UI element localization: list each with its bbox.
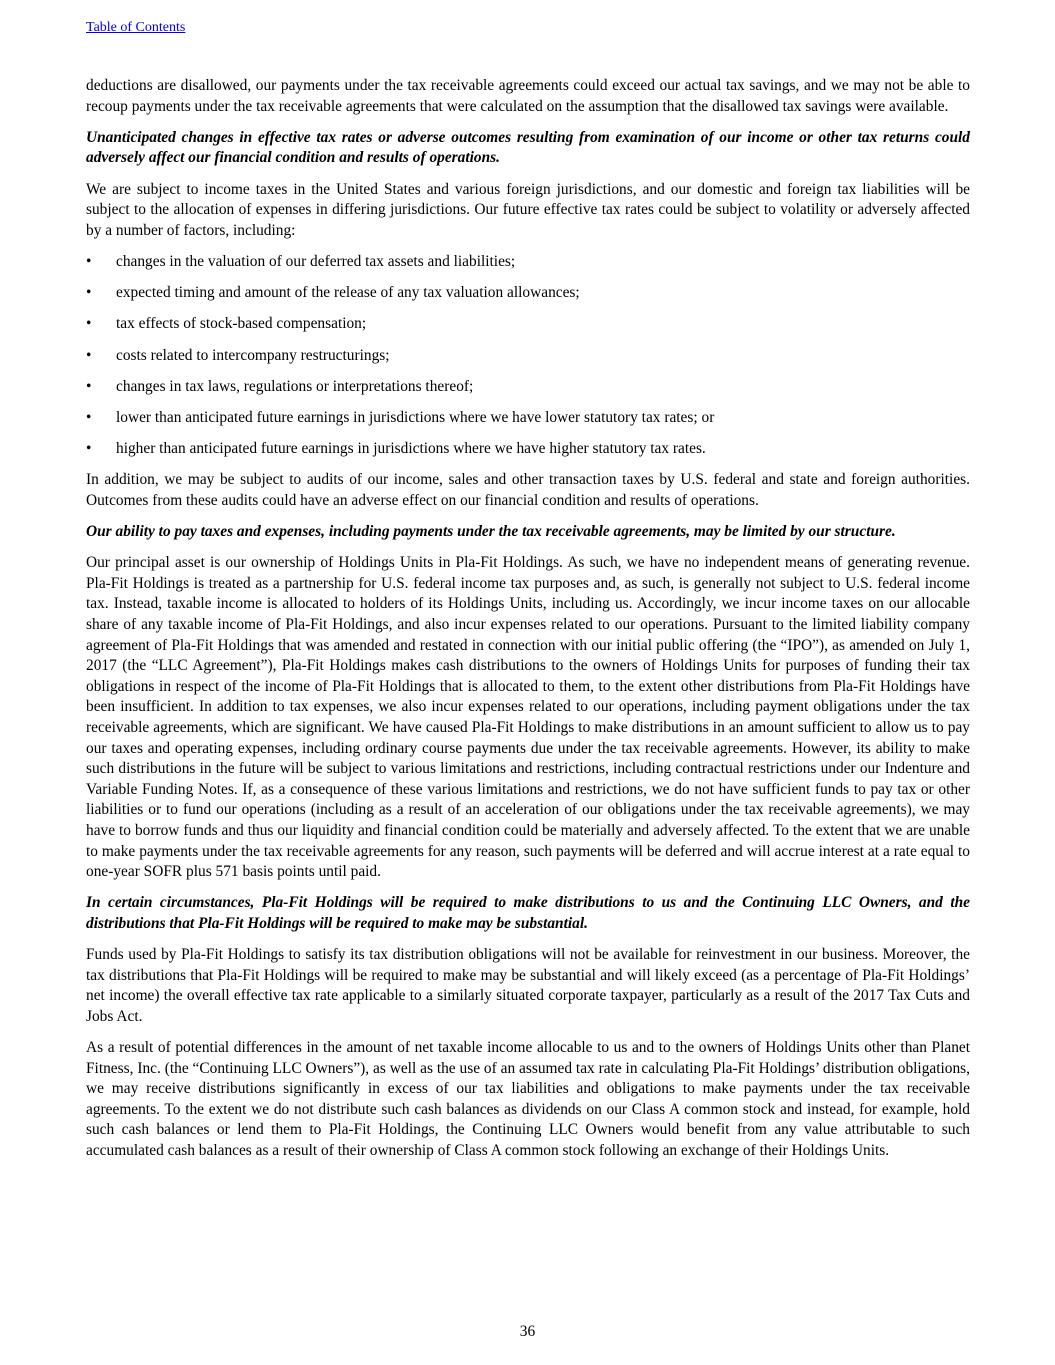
list-item <box>86 346 970 367</box>
list-item <box>86 439 970 460</box>
paragraph: deductions are disallowed, our payments under the tax receivable agreements could exceed our actual tax savings, and we may not be able to recoup payments under the tax receivable agreements that were calculated on the assumption that the disallowed tax savings were available. <box>86 77 970 115</box>
section-heading: Our ability to pay taxes and expenses, including payments under the tax receivable agreements, may be limited by our structure. <box>86 523 896 541</box>
document-body <box>86 76 970 1172</box>
page-number: 36 <box>519 1323 536 1340</box>
list-item <box>86 252 970 273</box>
list-item-text: tax effects of stock-based compensation; <box>116 315 367 333</box>
list-item-text: changes in tax laws, regulations or interpretations thereof; <box>116 377 474 395</box>
section-heading: Unanticipated changes in effective tax rates or adverse outcomes resulting from examination of our income or other tax returns could adversely affect our financial condition and results of operations. <box>86 128 970 167</box>
list-item <box>86 408 970 429</box>
bullet-icon: • <box>86 315 92 333</box>
list-item-text: changes in the valuation of our deferred tax assets and liabilities; <box>116 252 516 270</box>
factor-list <box>86 252 970 460</box>
paragraph: We are subject to income taxes in the United States and various foreign jurisdictions, and our domestic and foreign tax liabilities will be subject to the allocation of expenses in differing jurisdictions. Our future effective tax rates could be subject to volatility or adversely affected by a number of factors, including: <box>86 180 970 239</box>
section-heading: In certain circumstances, Pla-Fit Holdings will be required to make distributions to us and the Continuing LLC Owners, and the distributions that Pla-Fit Holdings will be required to make may be substantial. <box>86 894 970 932</box>
paragraph: In addition, we may be subject to audits of our income, sales and other transaction taxes by U.S. federal and state and foreign authorities. Outcomes from these audits could have an adverse effect on our financial condition and results of operations. <box>86 471 970 509</box>
bullet-icon: • <box>86 284 92 302</box>
paragraph: Funds used by Pla-Fit Holdings to satisfy its tax distribution obligations will not be available for reinvestment in our business. Moreover, the tax distributions that Pla-Fit Holdings will be required to make may be substantial and will likely exceed (as a percentage of Pla-Fit Holdings’ net income) the overall effective tax rate applicable to a similarly situated corporate taxpayer, particularly as a result of the 2017 Tax Cuts and Jobs Act. <box>86 946 970 1025</box>
paragraph: Our principal asset is our ownership of Holdings Units in Pla-Fit Holdings. As such, we have no independent means of generating revenue. Pla-Fit Holdings is treated as a partnership for U.S. federal income tax purposes and, as such, is generally not subject to U.S. federal income tax. Instead, taxable income is allocated to holders of its Holdings Units, including us. Accordingly, we incur income taxes on our allocable share of any taxable income of Pla-Fit Holdings, and also incur expenses related to our operations. Pursuant to the limited liability company agreement of Pla-Fit Holdings that was amended and restated in connection with our initial public offering (the “IPO”), as amended on July 1, 2017 (the “LLC Agreement”), Pla-Fit Holdings makes cash distributions to the owners of Holdings Units for purposes of funding their tax obligations in respect of the income of Pla-Fit Holdings that is allocated to them, to the extent other distributions from Pla-Fit Holdings have been insufficient. In addition to tax expenses, we also incur expenses related to our operations, including payment obligations under the tax receivable agreements, which are significant. We have caused Pla-Fit Holdings to make distributions in an amount sufficient to allow us to pay our taxes and operating expenses, including ordinary course payments due under the tax receivable agreements. However, its ability to make such distributions in the future will be subject to various limitations and restrictions, including contractual restrictions under our Indenture and Variable Funding Notes. If, as a consequence of these various limitations and restrictions, we do not have sufficient funds to pay tax or other liabilities or to fund our operations (including as a result of an acceleration of our obligations under the tax receivable agreements), we may have to borrow funds and thus our liquidity and financial condition could be materially and adversely affected. To the extent that we are unable to make payments under the tax receivable agreements for any reason, such payments will be deferred and will accrue interest at a rate equal to one-year SOFR plus 571 basis points until paid. <box>86 554 970 881</box>
list-item-text: lower than anticipated future earnings in jurisdictions where we have lower statutory tax rates; or <box>116 408 715 426</box>
bullet-icon: • <box>86 408 92 426</box>
list-item <box>86 377 970 398</box>
list-item <box>86 314 970 335</box>
bullet-icon: • <box>86 377 92 395</box>
list-item <box>86 283 970 304</box>
bullet-icon: • <box>86 440 92 458</box>
list-item-text: costs related to intercompany restructurings; <box>116 346 390 364</box>
bullet-icon: • <box>86 252 92 270</box>
paragraph: As a result of potential differences in the amount of net taxable income allocable to us and to the owners of Holdings Units other than Planet Fitness, Inc. (the “Continuing LLC Owners”), as well as the use of an assumed tax rate in calculating Pla-Fit Holdings’ distribution obligations, we may receive distributions significantly in excess of our tax liabilities and obligations to make payments under the tax receivable agreements. To the extent we do not distribute such cash balances as dividends on our Class A common stock and instead, for example, hold such cash balances or lend them to Pla-Fit Holdings, the Continuing LLC Owners would benefit from any value attributable to such accumulated cash balances as a result of their ownership of Class A common stock following an exchange of their Holdings Units. <box>86 1039 970 1160</box>
bullet-icon: • <box>86 346 92 364</box>
table-of-contents-link[interactable]: Table of Contents <box>86 20 186 35</box>
list-item-text: higher than anticipated future earnings in jurisdictions where we have higher statutory tax rates. <box>116 440 706 458</box>
list-item-text: expected timing and amount of the release of any tax valuation allowances; <box>116 284 580 302</box>
